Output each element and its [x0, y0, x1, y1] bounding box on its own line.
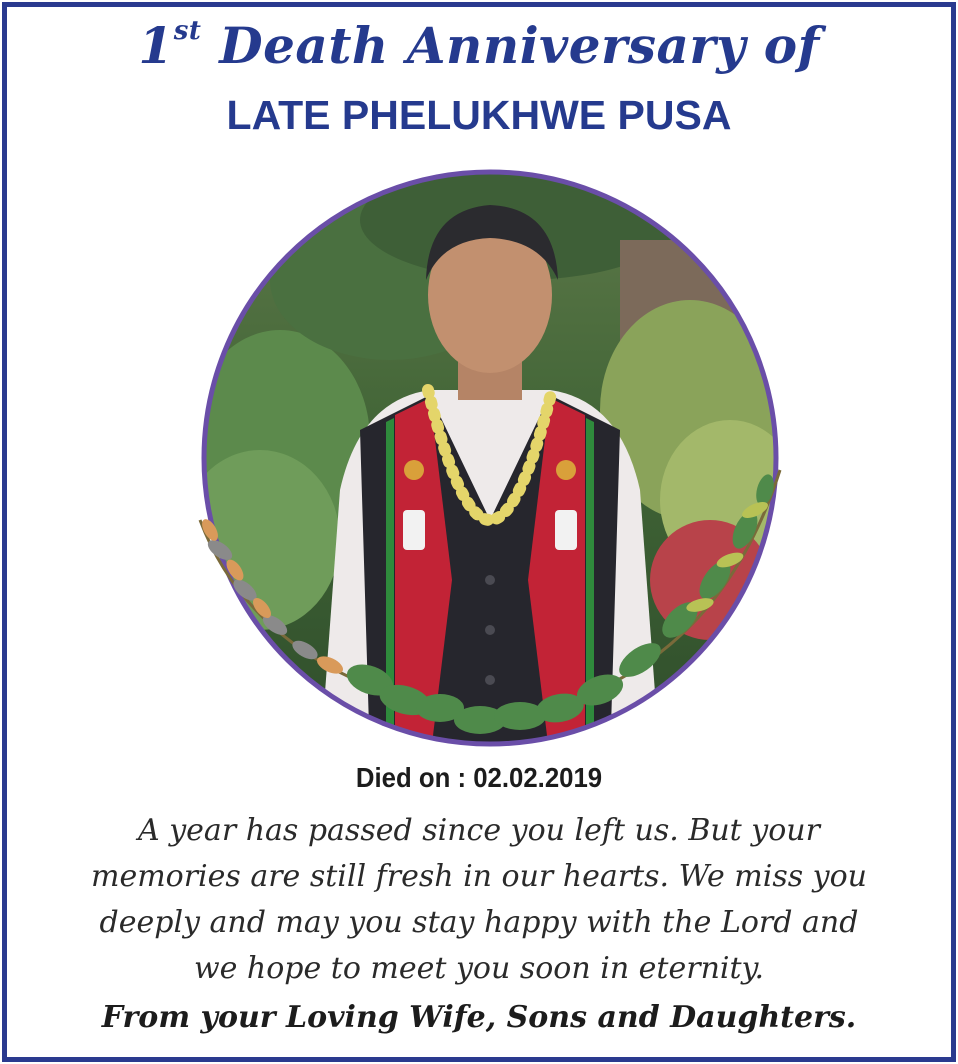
title-ordinal: 1: [138, 16, 174, 75]
title-text: Death Anniversary of: [219, 16, 820, 75]
family-signoff: From your Loving Wife, Sons and Daughters.: [101, 1000, 857, 1035]
deceased-name: LATE PHELUKHWE PUSA: [226, 92, 732, 138]
message-line: A year has passed since you left us. But your: [138, 813, 820, 848]
tribute-message: [30, 808, 928, 992]
message-line: we hope to meet you soon in eternity.: [193, 951, 765, 986]
date-of-death: Died on : 02.02.2019: [355, 762, 603, 793]
anniversary-title: [0, 14, 958, 78]
message-line: memories are still fresh in our hearts. We miss you: [91, 859, 867, 894]
portrait-photo: [190, 160, 790, 760]
title-ordinal-suffix: st: [173, 16, 202, 46]
message-line: deeply and may you stay happy with the Lord and: [99, 905, 859, 940]
portrait-area: [190, 160, 790, 760]
